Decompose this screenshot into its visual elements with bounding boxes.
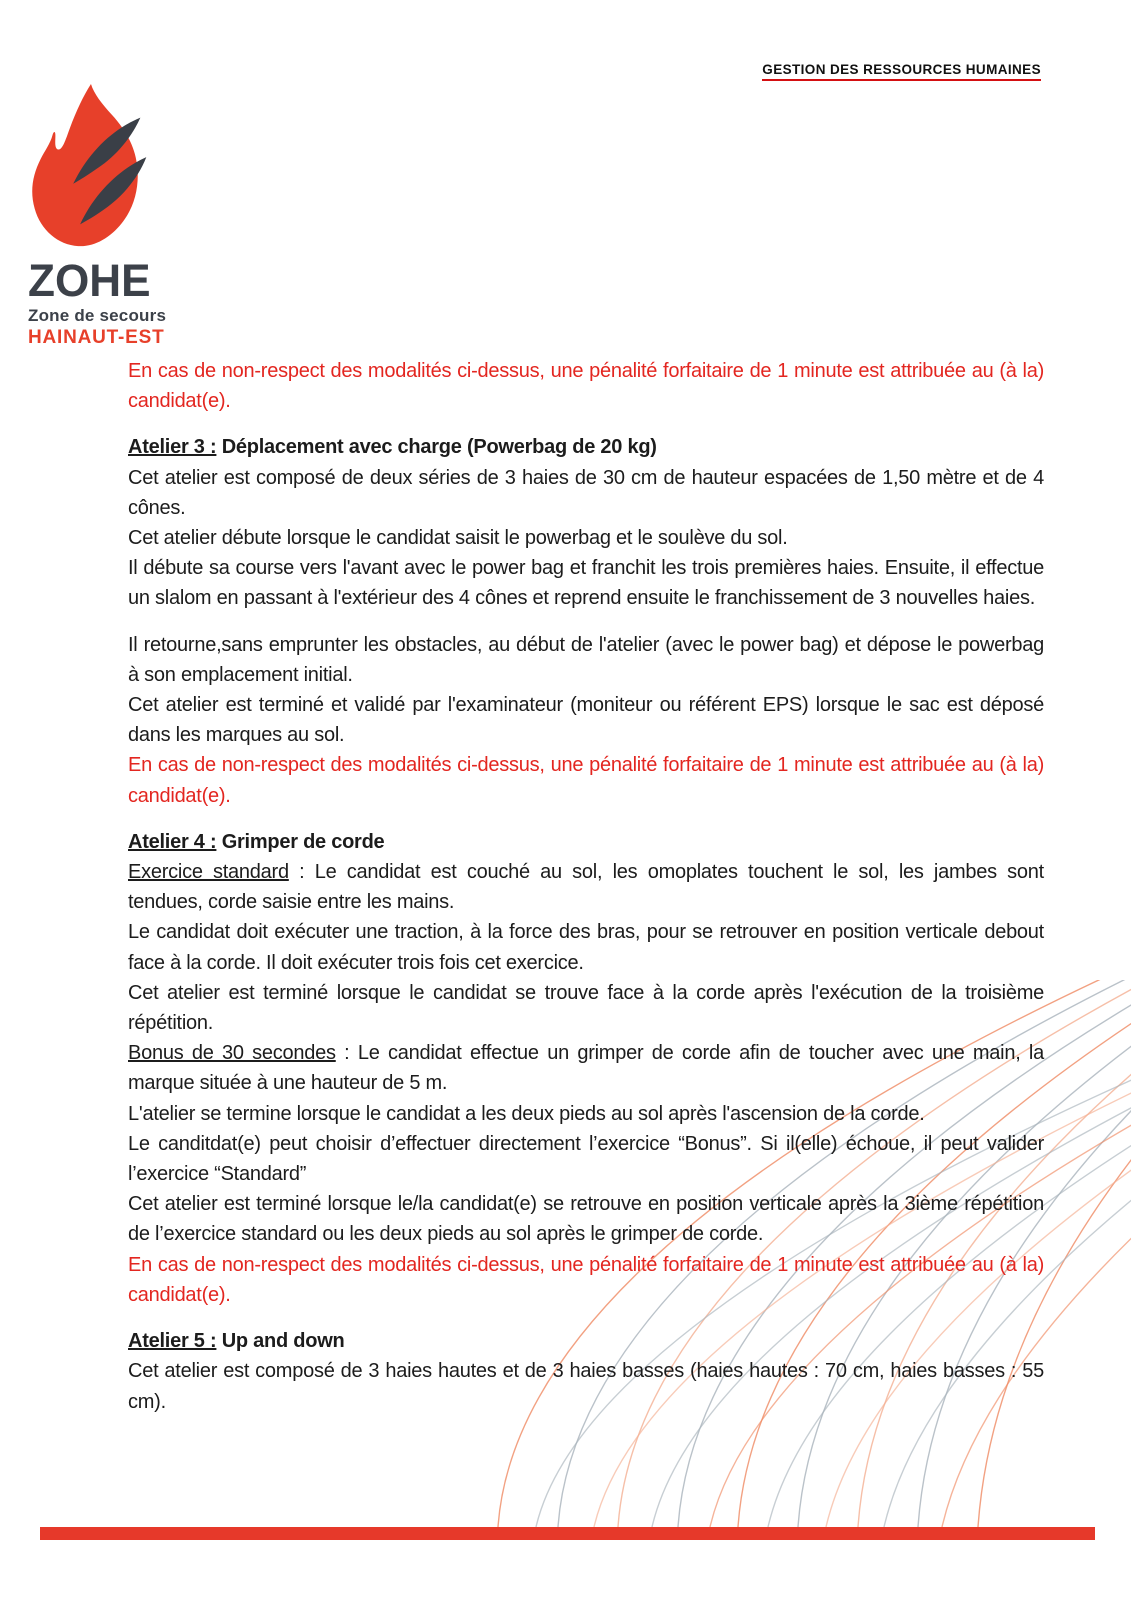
paragraph: Cet atelier est terminé lorsque le candidat se trouve face à la corde après l'exécution de la troisième répétition. [128, 981, 1044, 1035]
paragraph: Cet atelier est terminé et validé par l'examinateur (moniteur ou référent EPS) lorsque le sac est déposé dans les marques au sol. [128, 694, 1044, 747]
paragraph: Cet atelier débute lorsque le candidat saisit le powerbag et le soulève du sol. [128, 527, 788, 550]
penalty-note: En cas de non-respect des modalités ci-dessus, une pénalité forfaitaire de 1 minute est attribuée au (à la) candidat(e). [128, 754, 1044, 807]
paragraph: Cet atelier est terminé lorsque le/la candidat(e) se retrouve en position verticale après la 3ième répétition de l’exercice standard ou les deux pieds au sol après le grimper de corde. [128, 1193, 1044, 1246]
document-header-title: GESTION DES RESSOURCES HUMAINES [762, 62, 1041, 81]
logo-region-text: HAINAUT-EST [28, 327, 165, 348]
paragraph-spacer [128, 1310, 1044, 1326]
paragraph-lead-label: Bonus de 30 secondes [128, 1042, 336, 1065]
section-heading-title: Up and down [216, 1330, 345, 1353]
paragraph-spacer [128, 416, 1044, 432]
paragraph-lead-label: Exercice standard [128, 861, 289, 884]
logo-tagline-text: Zone de secours [28, 306, 167, 325]
penalty-note: En cas de non-respect des modalités ci-dessus, une pénalité forfaitaire de 1 minute est attribuée au (à la) candidat(e). [128, 1253, 1044, 1306]
zohe-logo [28, 84, 167, 349]
paragraph: Cet atelier est composé de 3 haies hautes et de 3 haies basses (haies hautes : 70 cm, haies basses : 55 cm). [128, 1360, 1044, 1413]
paragraph-spacer [128, 811, 1044, 827]
section-heading [128, 1326, 1044, 1356]
paragraph: Bonus de 30 secondes : Le candidat effectue un grimper de corde afin de toucher avec une main, la marque située à une hauteur de 5 m. [128, 1042, 1044, 1095]
section-heading-title: Grimper de corde [216, 830, 385, 853]
section-heading [128, 432, 1044, 462]
paragraph: L'atelier se termine lorsque le candidat a les deux pieds au sol après l'ascension de la corde. [128, 1102, 925, 1125]
paragraph-spacer [128, 614, 1044, 630]
paragraph: Il retourne,sans emprunter les obstacles, au début de l'atelier (avec le power bag) et dépose le powerbag à son emplacement initial. [128, 633, 1044, 686]
paragraph: Il débute sa course vers l'avant avec le power bag et franchit les trois premières haies. Ensuite, il effectue un slalom en passant à l'extérieur des 4 cônes et reprend ensuite le franchissement de 3 nouvelles haies. [128, 557, 1044, 610]
flame-icon [28, 84, 150, 252]
section-heading-title: Déplacement avec charge (Powerbag de 20 kg) [216, 436, 657, 459]
logo-brand-text: ZOHE [28, 255, 151, 306]
paragraph: Exercice standard : Le candidat est couché au sol, les omoplates touchent le sol, les jambes sont tendues, corde saisie entre les mains. [128, 861, 1044, 914]
section-heading [128, 827, 1044, 857]
section-heading-label: Atelier 5 : [128, 1330, 217, 1353]
section-heading-label: Atelier 4 : [128, 830, 217, 853]
penalty-note: En cas de non-respect des modalités ci-dessus, une pénalité forfaitaire de 1 minute est attribuée au (à la) candidat(e). [128, 360, 1044, 413]
paragraph: Le candidat doit exécuter une traction, à la force des bras, pour se retrouver en position verticale debout face à la corde. Il doit exécuter trois fois cet exercice. [128, 921, 1044, 974]
paragraph: Le canditdat(e) peut choisir d’effectuer directement l’exercice “Bonus”. Si il(elle) échoue, il peut valider l’exercice “Standard” [128, 1132, 1044, 1186]
document-body [128, 356, 1044, 1417]
section-heading-label: Atelier 3 : [128, 436, 217, 459]
footer-red-bar [40, 1527, 1095, 1540]
paragraph: Cet atelier est composé de deux séries de 3 haies de 30 cm de hauteur espacées de 1,50 mètre et de 4 cônes. [128, 466, 1044, 519]
